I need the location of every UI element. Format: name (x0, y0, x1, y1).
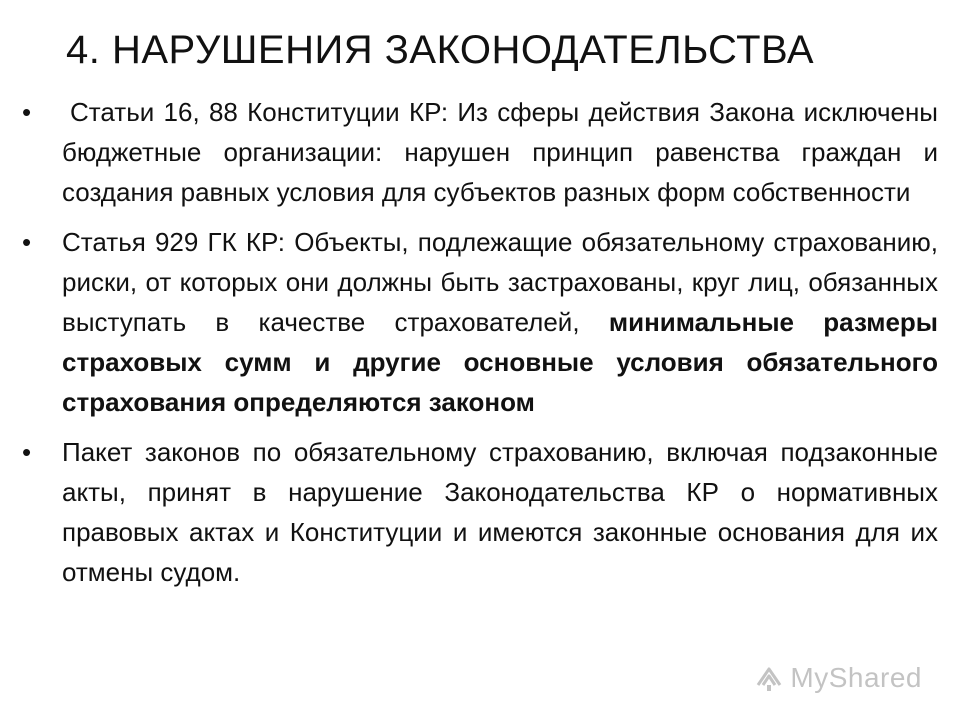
myshared-logo-icon (754, 663, 784, 693)
slide-title: 4. НАРУШЕНИЯ ЗАКОНОДАТЕЛЬСТВА (66, 28, 815, 72)
bullet-dot-icon: • (22, 227, 32, 257)
bullet-dot-icon: • (22, 437, 32, 467)
bullet-item (22, 92, 938, 212)
bullet-text-regular: Статьи 16, 88 Конституции КР: Из сферы действия Закона исключены бюджетные организации: нарушен принцип равенства граждан и создания равных условия для субъектов разных форм собственности (62, 97, 938, 207)
bullet-text (62, 222, 938, 422)
bullet-text-regular: Пакет законов по обязательному страхованию, включая подзаконные акты, принят в нарушение Законодательства КР о нормативных правовых актах и Конституции и имеются законные основания для их отмены судом. (62, 437, 938, 587)
watermark (754, 662, 922, 694)
bullet-list (22, 92, 938, 602)
bullet-item (22, 432, 938, 592)
watermark-text: MyShared (790, 662, 922, 693)
bullet-text-bold: минимальные размеры страховых сумм и другие основные условия обязательного страхования определяются законом (62, 307, 938, 417)
bullet-dot-icon: • (22, 97, 32, 127)
bullet-text (62, 92, 938, 212)
bullet-text-regular: Статья 929 ГК КР: Объекты, подлежащие обязательному страхованию, риски, от которых они должны быть застрахованы, круг лиц, обязанных выступать в качестве страхователей, (62, 227, 938, 337)
bullet-item (22, 222, 938, 422)
bullet-text (62, 432, 938, 592)
